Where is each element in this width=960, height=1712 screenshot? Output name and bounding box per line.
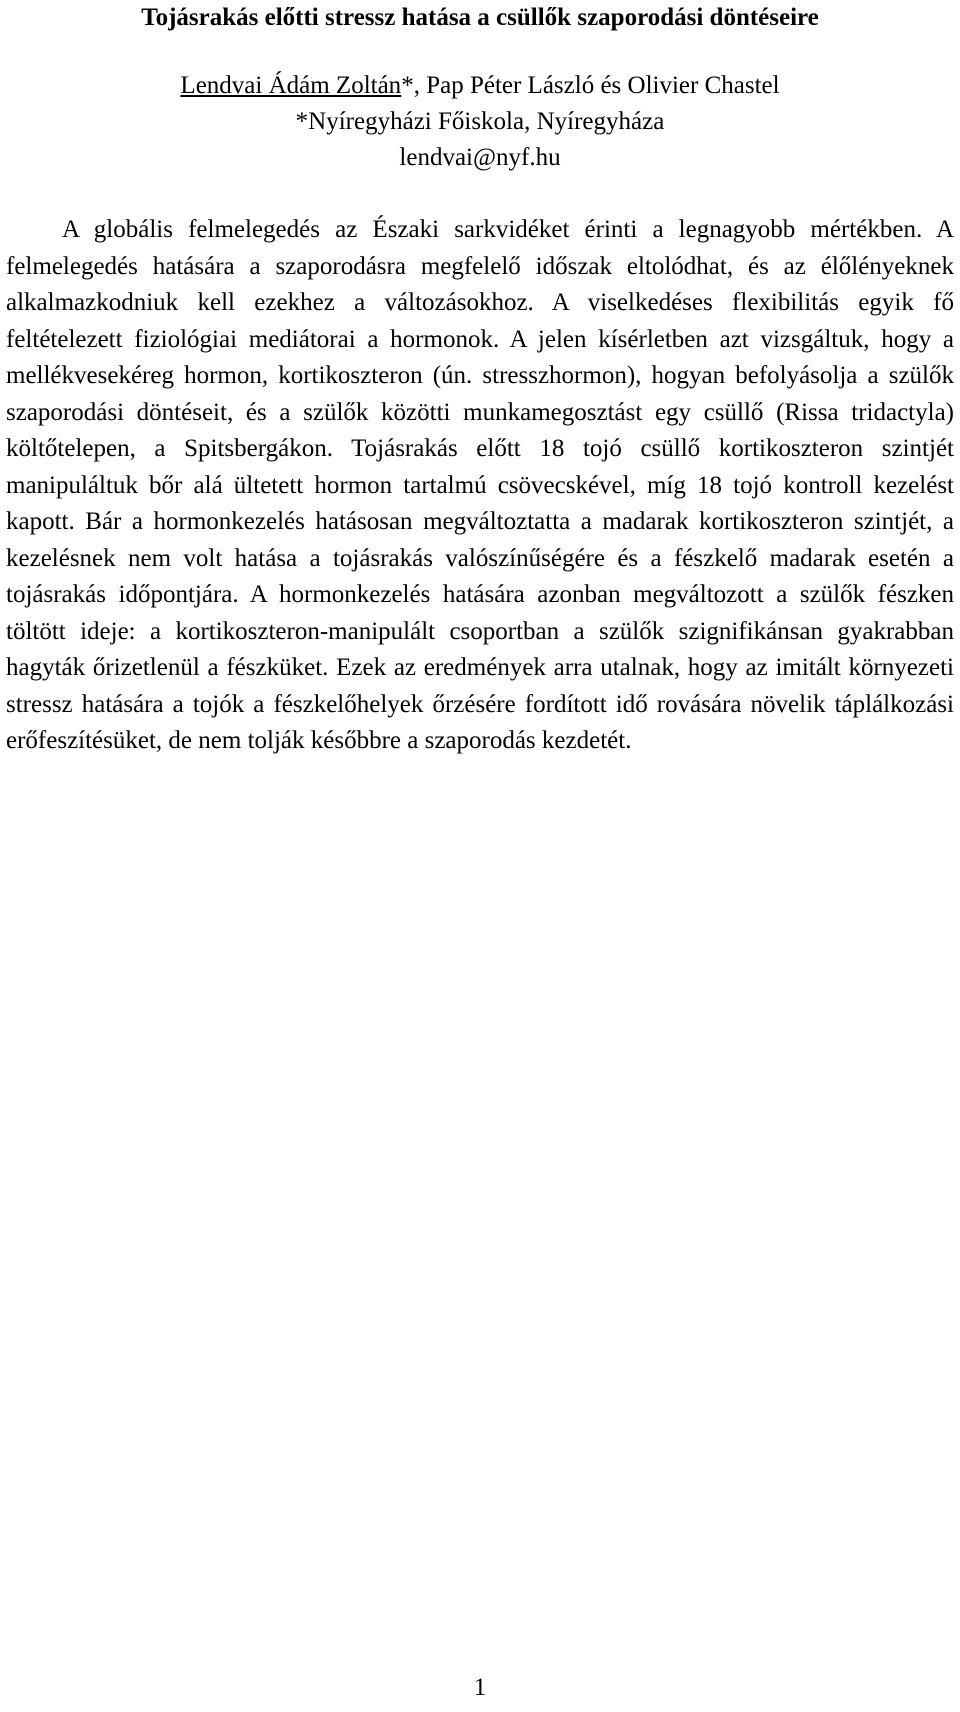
co-authors: *, Pap Péter László és Olivier Chastel <box>401 72 780 99</box>
author-list <box>0 70 960 102</box>
contact-email: lendvai@nyf.hu <box>399 144 561 171</box>
presenting-author: Lendvai Ádám Zoltán <box>180 72 402 99</box>
paper-title: Tojásrakás előtti stressz hatása a csüllők szaporodási döntéseire <box>141 4 819 31</box>
page-number: 1 <box>473 1674 487 1701</box>
affiliation: *Nyíregyházi Főiskola, Nyíregyháza <box>295 108 665 135</box>
abstract-body: A globális felmelegedés az Északi sarkvidéket érinti a legnagyobb mértékben. A felmelegedés hatására a szaporodásra megfelelő időszak eltolódhat, és az élőlényeknek alkalmazkodniuk kell ezekhez a változásokhoz. A viselkedéses flexibilitás egyik fő feltételezett fiziológiai mediátorai a hormonok. A jelen kísérletben azt vizsgáltuk, hogy a mellékvesekéreg hormon, kortikoszteron (ún. stresszhormon), hogyan befolyásolja a szülők szaporodási döntéseit, és a szülők közötti munkamegosztást egy csüllő (Rissa tridactyla) költőtelepen, a Spitsbergákon. Tojásrakás előtt 18 tojó csüllő kortikoszteron szintjét manipuláltuk bőr alá ültetett hormon tartalmú csövecskével, míg 18 tojó kontroll kezelést kapott. Bár a hormonkezelés hatásosan megváltoztatta a madarak kortikoszteron szintjét, a kezelésnek nem volt hatása a tojásrakás valószínűségére és a fészkelő madarak esetén a tojásrakás időpontjára. A hormonkezelés hatására azonban megváltozott a szülők fészken töltött ideje: a kortikoszteron-manipulált csoportban a szülők szignifikánsan gyakrabban hagyták őrizetlenül a fészküket. Ezek az eredmények arra utalnak, hogy az imitált környezeti stressz hatására a tojók a fészkelőhelyek őrzésére fordított idő rovására növelik táplálkozási erőfeszítésüket, de nem tolják későbbre a szaporodás kezdetét. <box>6 216 954 754</box>
